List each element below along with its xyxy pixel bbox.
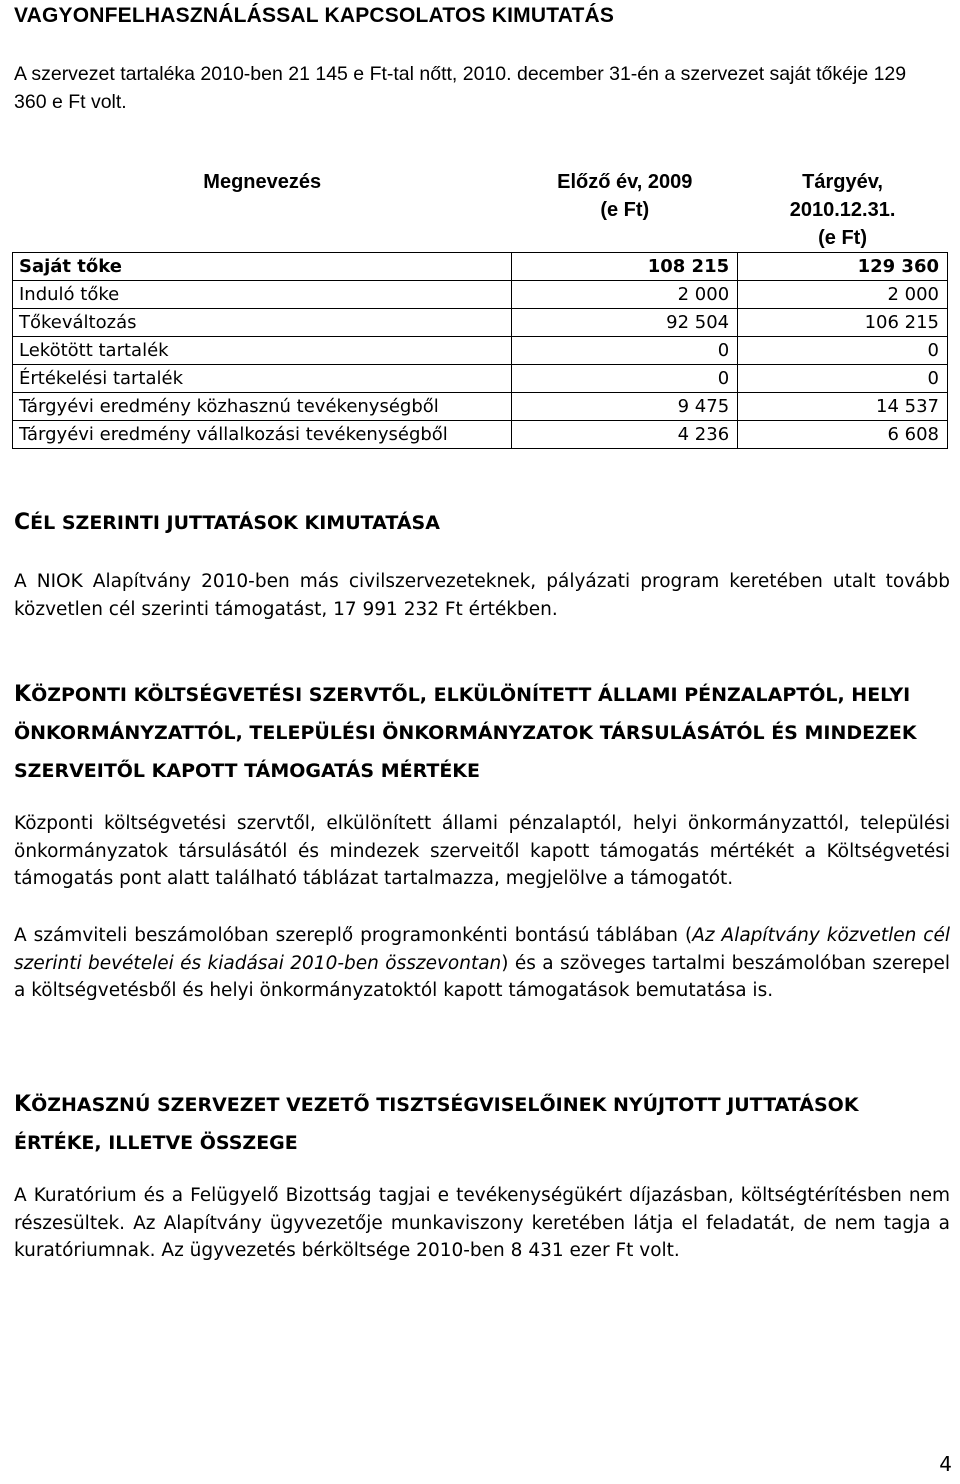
- row-prev-value: 2 000: [512, 281, 738, 309]
- table-row: [13, 393, 948, 421]
- row-prev-value: 9 475: [512, 393, 738, 421]
- row-label: Saját tőke: [13, 253, 512, 281]
- row-label: Tőkeváltozás: [13, 309, 512, 337]
- equity-table-header: [13, 164, 948, 253]
- table-row: [13, 421, 948, 449]
- row-label: Tárgyévi eredmény közhasznú tevékenységből: [13, 393, 512, 421]
- table-row: [13, 281, 948, 309]
- row-curr-value: 0: [738, 337, 948, 365]
- table-row: [13, 365, 948, 393]
- row-prev-value: 0: [512, 365, 738, 393]
- report-table-title: Az Alapítvány közvetlen cél szerinti bevételei és kiadásai 2010-ben összevontan: [14, 925, 950, 974]
- page-number: 4: [939, 1452, 952, 1476]
- row-prev-value: 92 504: [512, 309, 738, 337]
- reserve-paragraph: A szervezet tartaléka 2010-ben 21 145 e Ft-tal nőtt, 2010. december 31-én a szervezet saját tőkéje 129 360 e Ft volt.: [14, 63, 907, 113]
- officers-benefits-paragraph: A Kuratórium és a Felügyelő Bizottság tagjai e tevékenységükért díjazásban, költségtérítésben nem részesültek. Az Alapítvány ügyvezetője munkaviszony keretében látja el feladatát, de nem tagja a kuratóriumnak. Az ügyvezetés bérköltsége 2010-ben 8 431 ezer Ft volt.: [14, 1185, 950, 1261]
- public-funding-paragraph-1: Központi költségvetési szervtől, elkülönített állami pénzalaptól, helyi önkormányzattól, települési önkormányzatok társulásától és mindezek szerveitől kapott támogatás mértékét a Költségvetési támogatás pont alatt található táblázat tartalmazza, megjelölve a támogatót.: [14, 813, 950, 889]
- row-curr-value: 0: [738, 365, 948, 393]
- row-label: Induló tőke: [13, 281, 512, 309]
- header-current-year: Tárgyév, 2010.12.31. (e Ft): [789, 171, 896, 249]
- row-prev-value: 0: [512, 337, 738, 365]
- grants-section-title: CÉL SZERINTI JUTTATÁSOK KIMUTATÁSA: [14, 510, 440, 535]
- row-prev-value: 108 215: [512, 253, 738, 281]
- grants-paragraph: A NIOK Alapítvány 2010-ben más civilszervezeteknek, pályázati program keretében utalt tovább közvetlen cél szerinti támogatást, 17 991 232 Ft értékben.: [14, 571, 950, 620]
- row-curr-value: 14 537: [738, 393, 948, 421]
- table-row: [13, 337, 948, 365]
- officers-benefits-section-title: KÖZHASZNÚ SZERVEZET VEZETŐ TISZTSÉGVISELŐINEK NYÚJTOTT JUTTATÁSOK ÉRTÉKE, ILLETVE ÖSSZEGE: [14, 1092, 859, 1154]
- row-curr-value: 129 360: [738, 253, 948, 281]
- row-label: Értékelési tartalék: [13, 365, 512, 393]
- row-label: Tárgyévi eredmény vállalkozási tevékenységből: [13, 421, 512, 449]
- row-curr-value: 6 608: [738, 421, 948, 449]
- public-funding-paragraph-2: A számviteli beszámolóban szereplő programonkénti bontású táblában (Az Alapítvány közvetlen cél szerinti bevételei és kiadásai 2010-ben összevontan) és a szöveges tartalmi beszámolóban szerepel a költségvetésből és helyi önkormányzatoktól kapott támogatások bemutatása is.: [14, 925, 950, 1001]
- row-label: Lekötött tartalék: [13, 337, 512, 365]
- table-row: [13, 309, 948, 337]
- asset-usage-title: VAGYONFELHASZNÁLÁSSAL KAPCSOLATOS KIMUTATÁS: [14, 4, 615, 27]
- header-prev-year: Előző év, 2009 (e Ft): [557, 171, 693, 221]
- row-prev-value: 4 236: [512, 421, 738, 449]
- row-curr-value: 106 215: [738, 309, 948, 337]
- row-curr-value: 2 000: [738, 281, 948, 309]
- public-funding-section-title: KÖZPONTI KÖLTSÉGVETÉSI SZERVTŐL, ELKÜLÖNÍTETT ÁLLAMI PÉNZALAPTÓL, HELYI ÖNKORMÁNYZATTÓL, TELEPÜLÉSI ÖNKORMÁNYZATOK TÁRSULÁSÁTÓL ÉS MINDEZEK SZERVEITŐL KAPOTT TÁMOGATÁS MÉRTÉKE: [14, 682, 917, 782]
- table-row: [13, 253, 948, 281]
- equity-table: [12, 164, 948, 449]
- header-name: Megnevezés: [203, 171, 322, 193]
